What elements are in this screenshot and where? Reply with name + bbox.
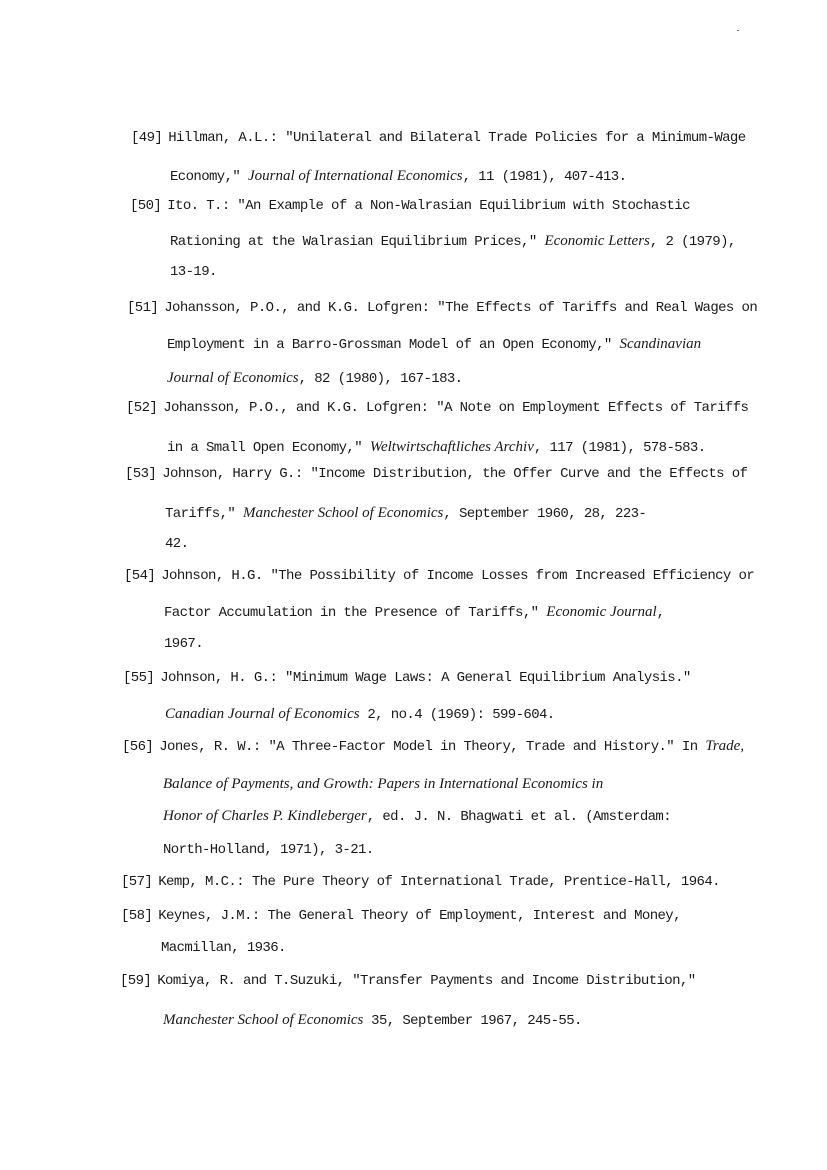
italic-title: Economic Letters: [544, 233, 650, 249]
reference-text: Johnson, H. G.: "Minimum Wage Laws: A General Equilibrium Analysis.": [160, 670, 691, 686]
reference-text: , 2 (1979),: [649, 234, 736, 250]
reference-number: [52]: [126, 400, 158, 416]
reference-text: Hillman, A.L.: "Unilateral and Bilateral Trade Policies for a Minimum-Wage: [168, 130, 746, 146]
reference-number: [51]: [127, 300, 159, 316]
italic-title: Journal of International Economics: [248, 168, 463, 184]
italic-title: Manchester School of Economics: [243, 505, 444, 521]
reference-continuation-line: [164, 636, 203, 652]
reference-number: [57]: [121, 874, 153, 890]
italic-title: Manchester School of Economics: [163, 1012, 364, 1028]
reference-continuation-line: [170, 233, 736, 250]
reference-text: , September 1960, 28, 223-: [443, 506, 647, 522]
reference-number: [50]: [130, 198, 162, 214]
reference-continuation-line: [163, 1012, 582, 1029]
reference-text: Komiya, R. and T.Suzuki, "Transfer Payments and Income Distribution,": [157, 973, 696, 989]
reference-continuation-line: [165, 536, 188, 552]
italic-title: Weltwirtschaftliches Archiv: [369, 439, 534, 455]
italic-title: Canadian Journal of Economics: [165, 706, 360, 722]
reference-text: Jones, R. W.: "A Three-Factor Model in Theory, Trade and History." In: [159, 739, 706, 755]
italic-title: Economic Journal: [546, 604, 657, 620]
reference-first-line: [131, 130, 746, 146]
italic-title: Honor of Charles P. Kindleberger: [163, 808, 367, 824]
reference-text: Economy,": [170, 169, 249, 185]
reference-text: , 11 (1981), 407-413.: [462, 169, 627, 185]
reference-text: Johnson, H.G. "The Possibility of Income Losses from Increased Efficiency or: [161, 568, 755, 584]
reference-continuation-line: [161, 940, 286, 956]
reference-text: ,: [656, 605, 665, 621]
reference-text: Tariffs,": [165, 506, 244, 522]
reference-continuation-line: [170, 264, 217, 280]
italic-title: Journal of Economics: [167, 370, 299, 386]
reference-text: Rationing at the Walrasian Equilibrium Prices,": [170, 234, 545, 250]
reference-text: 35, September 1967, 245-55.: [363, 1013, 582, 1029]
reference-text: Employment in a Barro-Grossman Model of an Open Economy,": [167, 337, 620, 353]
reference-text: , 117 (1981), 578-583.: [533, 440, 706, 456]
reference-first-line: [120, 973, 696, 989]
reference-continuation-line: [170, 168, 626, 185]
reference-continuation-line: [163, 808, 671, 825]
reference-first-line: [121, 908, 681, 924]
reference-text: Factor Accumulation in the Presence of Tariffs,": [164, 605, 547, 621]
reference-continuation-line: [167, 370, 463, 387]
reference-number: [56]: [122, 739, 154, 755]
reference-number: [55]: [123, 670, 155, 686]
reference-continuation-line: [167, 439, 706, 456]
reference-text: North-Holland, 1971), 3-21.: [163, 842, 374, 858]
reference-number: [49]: [131, 130, 163, 146]
reference-continuation-line: [163, 842, 374, 858]
reference-text: Johnson, Harry G.: "Income Distribution, the Offer Curve and the Effects of: [162, 466, 748, 482]
reference-text: in a Small Open Economy,": [167, 440, 370, 456]
reference-text: 2, no.4 (1969): 599-604.: [359, 707, 555, 723]
reference-text: 42.: [165, 536, 189, 552]
reference-first-line: [126, 400, 748, 416]
reference-text: , 82 (1980), 167-183.: [298, 371, 463, 387]
reference-first-line: [127, 300, 757, 316]
italic-title: Trade,: [705, 738, 745, 754]
italic-title: Balance of Payments, and Growth: Papers in International Economics in: [163, 776, 604, 792]
reference-continuation-line: [165, 505, 646, 522]
reference-first-line: [130, 198, 690, 214]
scan-speck: [737, 30, 739, 31]
reference-text: Keynes, J.M.: The General Theory of Employment, Interest and Money,: [158, 908, 681, 924]
reference-text: , ed. J. N. Bhagwati et al. (Amsterdam:: [366, 809, 672, 825]
reference-number: [53]: [125, 466, 157, 482]
reference-continuation-line: [163, 776, 603, 793]
reference-text: Macmillan, 1936.: [161, 940, 286, 956]
reference-first-line: [121, 874, 720, 890]
reference-first-line: [124, 568, 754, 584]
reference-number: [54]: [124, 568, 156, 584]
reference-continuation-line: [165, 706, 555, 723]
reference-text: Johansson, P.O., and K.G. Lofgren: "A Note on Employment Effects of Tariffs: [163, 400, 749, 416]
reference-text: Kemp, M.C.: The Pure Theory of International Trade, Prentice-Hall, 1964.: [158, 874, 720, 890]
reference-text: 13-19.: [170, 264, 217, 280]
reference-first-line: [123, 670, 691, 686]
reference-number: [59]: [120, 973, 152, 989]
italic-title: Scandinavian: [619, 336, 702, 352]
reference-number: [58]: [121, 908, 153, 924]
reference-continuation-line: [164, 604, 664, 621]
reference-text: Ito. T.: "An Example of a Non-Walrasian Equilibrium with Stochastic: [167, 198, 690, 214]
reference-text: Johansson, P.O., and K.G. Lofgren: "The Effects of Tariffs and Real Wages on: [164, 300, 758, 316]
reference-first-line: [122, 738, 744, 755]
reference-continuation-line: [167, 336, 701, 353]
reference-text: 1967.: [164, 636, 204, 652]
reference-first-line: [125, 466, 747, 482]
